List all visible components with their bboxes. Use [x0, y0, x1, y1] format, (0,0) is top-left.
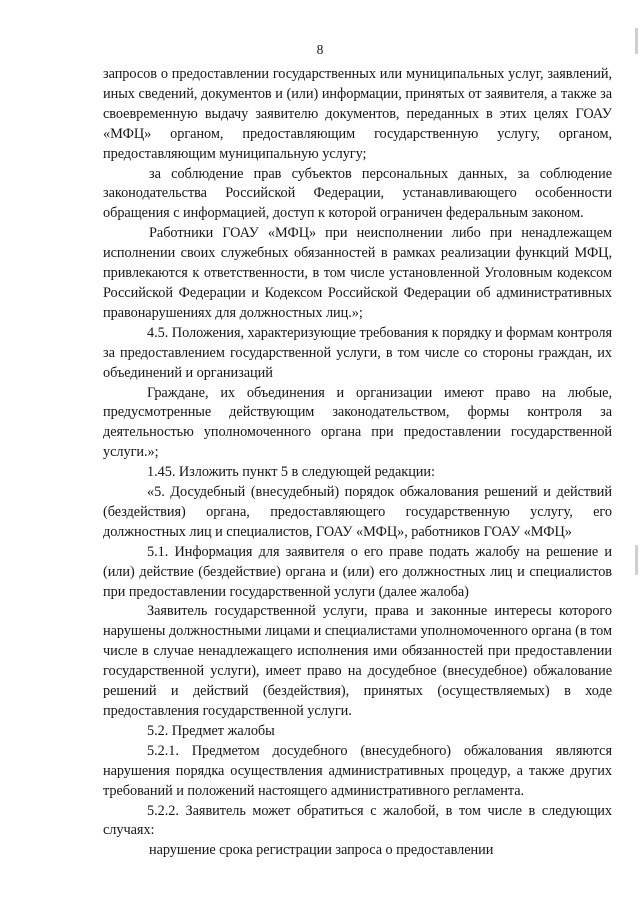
paragraph-section-5-2-2: 5.2.2. Заявитель может обратиться с жалобой, в том числе в следующих случаях: — [103, 802, 612, 839]
paragraph-registration-violation: нарушение срока регистрации запроса о предоставлении — [149, 842, 494, 859]
paragraph-citizen-control: Граждане, их объединения и организации имеют право на любые, предусмотренные действующим законодательством, формы контроля за деятельностью уполномоченного органа при предоставлении государственной услуги.»; — [103, 384, 612, 461]
scan-edge-mark — [635, 545, 638, 575]
page-number: 8 — [316, 42, 324, 57]
paragraph-section-5-2: 5.2. Предмет жалобы — [147, 722, 275, 739]
paragraph-personal-data: за соблюдение прав субъектов персональных данных, за соблюдение законодательства Российской Федерации, устанавливающего особенности обращения с информацией, доступ к которой ограничен федеральным законом. — [103, 165, 612, 222]
paragraph-requests-issuance: запросов о предоставлении государственных или муниципальных услуг, заявлений, иных сведений, документов и (или) информации, принятых от заявителя, а также за своевременную выдачу заявителю документов, переданных в этих целях ГОАУ «МФЦ» органом, предоставляющим государственную услугу, органом, предоставляющим муниципальную услугу; — [103, 66, 612, 162]
paragraph-section-5-2-1: 5.2.1. Предметом досудебного (внесудебного) обжалования являются нарушения порядка осуществления административных процедур, а также других требований и положений настоящего административного регламента. — [103, 742, 612, 799]
paragraph-section-4-5: 4.5. Положения, характеризующие требования к порядку и формам контроля за предоставлением государственной услуги, в том числе со стороны граждан, их объединений и организаций — [103, 324, 612, 381]
paragraph-section-5-1: 5.1. Информация для заявителя о его праве подать жалобу на решение и (или) действие (бездействие) органа и (или) его должностных лиц и специалистов при предоставлении государственной услуги (далее жалоба) — [103, 543, 612, 600]
document-body — [103, 65, 612, 861]
scan-edge-mark — [635, 28, 638, 54]
paragraph-applicant-right: Заявитель государственной услуги, права и законные интересы которого нарушены должностными лицами и специалистами уполномоченного органа (в том числе в случае ненадлежащего исполнения ими обязанностей при предоставлении государственной услуги), имеет право на досудебное (внесудебное) обжалование решений и действий (бездействия), принятых (осуществляемых) в ходе предоставления государственной услуги. — [103, 603, 612, 719]
paragraph-section-5-title: «5. Досудебный (внесудебный) порядок обжалования решений и действий (бездействия) органа, предоставляющего государственную услугу, его должностных лиц и специалистов, ГОАУ «МФЦ», работников ГОАУ «МФЦ» — [103, 484, 612, 540]
paragraph-employee-liability: Работники ГОАУ «МФЦ» при неисполнении либо при ненадлежащем исполнении своих служебных обязанностей в рамках реализации функций МФЦ, привлекаются к ответственности, в том числе установленной Уголовным кодексом Российской Федерации и Кодексом Российской Федерации об административных правонарушениях для должностных лиц.»; — [103, 225, 612, 321]
paragraph-amendment-1-45: 1.45. Изложить пункт 5 в следующей редакции: — [147, 464, 435, 481]
